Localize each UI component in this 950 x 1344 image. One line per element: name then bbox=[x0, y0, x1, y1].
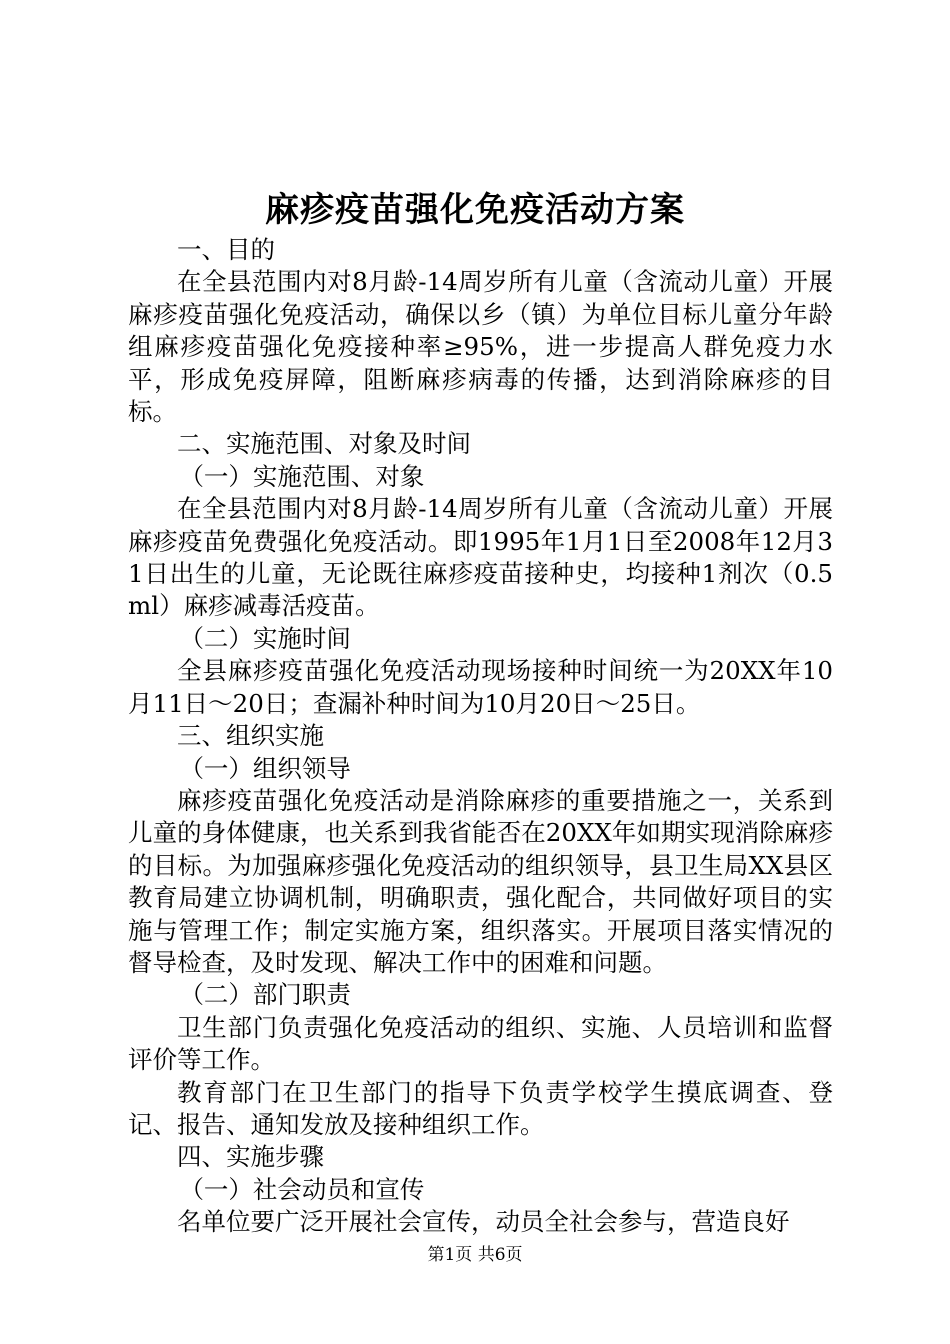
paragraph-time: 全县麻疹疫苗强化免疫活动现场接种时间统一为20XX年10月11日～20日；查漏补种时间为10月20日～25日。 bbox=[128, 656, 833, 718]
paragraph-health-dept: 卫生部门负责强化免疫活动的组织、实施、人员培训和监督评价等工作。 bbox=[128, 1012, 833, 1075]
document-title: 麻疹疫苗强化免疫活动方案 bbox=[265, 190, 685, 230]
paragraph-education-dept: 教育部门在卫生部门的指导下负责学校学生摸底调查、登记、报告、通知发放及接种组织工作。 bbox=[128, 1077, 833, 1139]
paragraph-leadership: 麻疹疫苗强化免疫活动是消除麻疹的重要措施之一，关系到儿童的身体健康，也关系到我省能否在20XX年如期实现消除麻疹的目标。为加强麻疹强化免疫活动的组织领导，县卫生局XX县区教育局建立协调机制，明确职责，强化配合，共同做好项目的实施与管理工作；制定实施方案，组织落实。开展项目落实情况的督导检查，及时发现、解决工作中的困难和问题。 bbox=[128, 785, 833, 977]
paragraph-purpose: 在全县范围内对8月龄-14周岁所有儿童（含流动儿童）开展麻疹疫苗强化免疫活动，确保以乡（镇）为单位目标儿童分年龄组麻疹疫苗强化免疫接种率≥95%，进一步提高人群免疫力水平，形成免疫屏障，阻断麻疹病毒的传播，达到消除麻疹的目标。 bbox=[128, 267, 833, 427]
paragraph-mobilization: 名单位要广泛开展社会宣传，动员全社会参与，营造良好 bbox=[177, 1207, 790, 1237]
subheading-leadership: （一）组织领导 bbox=[179, 753, 351, 783]
heading-scope-time: 二、实施范围、对象及时间 bbox=[177, 429, 471, 459]
heading-purpose: 一、目的 bbox=[177, 235, 275, 264]
heading-organization: 三、组织实施 bbox=[177, 721, 324, 751]
paragraph-scope-target: 在全县范围内对8月龄-14周岁所有儿童（含流动儿童）开展麻疹疫苗免费强化免疫活动。即1995年1月1日至2008年12月31日出生的儿童，无论既往麻疹疫苗接种史，均接种1剂次（0.5ml）麻疹减毒活疫苗。 bbox=[128, 494, 833, 621]
subheading-scope-target: （一）实施范围、对象 bbox=[179, 461, 425, 491]
heading-steps: 四、实施步骤 bbox=[177, 1142, 324, 1172]
page-number-footer: 第1页 共6页 bbox=[427, 1245, 523, 1265]
subheading-mobilization: （一）社会动员和宣传 bbox=[179, 1174, 425, 1204]
document-body bbox=[128, 234, 833, 1239]
subheading-responsibilities: （二）部门职责 bbox=[179, 980, 351, 1010]
subheading-time: （二）实施时间 bbox=[179, 623, 351, 653]
